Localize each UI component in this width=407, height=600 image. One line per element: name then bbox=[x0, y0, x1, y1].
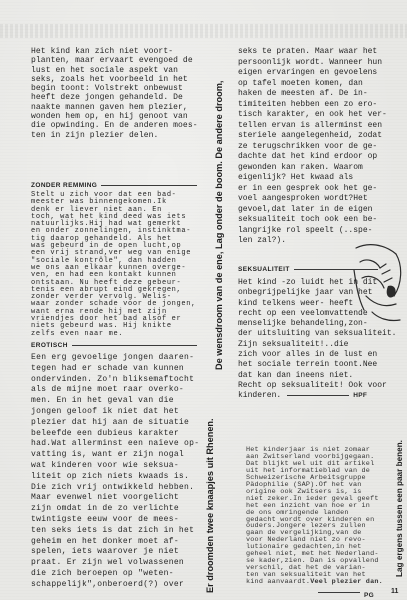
vertical-poem-verse-1: Er droomden twee knaapjes uit Rhenen. bbox=[205, 418, 215, 593]
section-heading-erotisch bbox=[31, 342, 197, 349]
section-heading-label: ZONDER REMMING bbox=[31, 182, 98, 189]
editorial-note-closing: Veel plezier dan. bbox=[310, 578, 383, 587]
section-text-seksualiteit bbox=[238, 278, 396, 402]
editor-signature-pg: PG bbox=[364, 592, 374, 599]
heading-rule bbox=[72, 345, 197, 346]
section-heading-zonder-remming bbox=[31, 182, 197, 189]
section-text-zonder-remming: Stelt u zich voor dat een bad- meester was binnengekomen.Ik denk er liever niet aan. En toch, wat het kind deed was iets natuurlijks.Hij had wat gemerkt en onder zonnelingen, instinktma- tig daarop gehandeld. Als het was gebeurd in de open lucht,op een vrij strand,ver weg van enige "sociale kontrôle", dan hadden we ons aan elkaar kunnen overge- ven, en had een kontakt kunnen ontstaan. Nu heeft deze gebeur- tenis een abrupt eind gekregen, zonder verder vervolg. Welis- waar zonder schade voor de jongen, want erna rende hij met zijn vriendjes door het bad alsof er niets gebeurd was. Hij knikte zelfs even naar me. bbox=[31, 191, 196, 338]
section-body: Het kind -zo luidt het in dit onbegrijpelijke jaar van het kind telkens weer- heeft recht op een veelomvattende menselijke behandeling,zon- der uitsluiting van seksualiteit. Zijn seksualiteit!..die zich voor alles in de lust en het sociale terrein toont.Nee dat kan dan ineens niet. Recht op seksualiteit! Ook voor kinderen. bbox=[238, 278, 397, 401]
heading-rule bbox=[294, 269, 378, 270]
vertical-poem-verse-3: Lag ergens tussen een paar benen. bbox=[395, 440, 404, 577]
vertical-poem-verse-2: De wensdroom van de ene, Lag onder de boom. De andere droom, bbox=[214, 80, 224, 370]
editorial-note-body: Het kinderjaar is niet zomaar aan Zwitserland voorbijgegaan. Dat blijkt wel uit dit artikel uit het informatieblad van de Schweizerische Arbeitsgruppe Pädophilie (SAP).Of het van origine ook Zwitsers is, is niet zeker.In ieder geval geeft het een inzicht van hoe er in de ons omringende landen gedacht wordt over kinderen en ouders.Jongere lezers zullen gaan de vergelijking,van de voor Nederland niet zo revo- lutionaire gedachten,in het geheel niet, met het Nederland- se kader,zien. Dan is opvallend verschil, dat het de varian- ten van seksualiteit van het kind aanvaardt. bbox=[246, 446, 379, 587]
editorial-note bbox=[246, 447, 383, 586]
article-intro-text: Het kind kan zich niet voort- planten, maar ervaart evengoed de lust en het sociale aspekt van seks, zoals het voorbeeld in het begin toont: Volstrekt onbewust heeft deze jongen gehandeld. De naakte mannen gaven hem plezier, wonden hem op, en hij genoot van die opwinding. En de anderen moes- ten in zijn plezier delen. bbox=[31, 47, 198, 140]
section-text-erotisch: Een erg gevoelige jongen daaren- tegen had er schade van kunnen ondervinden. Zo'n bliksemaftocht als de mijne moet raar overko- men. En in het geval van die jongen geloof ik niet dat het plezier dat hij aan de situatie beleefde een dubieus karakter had.Wat allerminst een naïeve op- vatting is, want er zijn nogal wat kinderen voor wie seksua- liteit op zich niets kwaads is. Die zich vrij ontwikkeld hebben. Maar evenwel niet voorgelicht zijn omdat in de zo verlichte twintigste eeuw voor de mees- ten seks iets is dat zich in het geheim en het donker moet af- spelen, iets waarover je niet praat. Er zijn wel volwassenen die zich beroepen op "weten- schappelijk",onberoerd(?) over bbox=[31, 353, 200, 589]
article-continued-text: seks te praten. Maar waar het persoonlijk wordt. Wanneer hun eigen ervaringen en gevoelens op tafel moeten komen, dan haken de meesten af. De in- timiteiten hebben een zo ero- tisch karakter, en ook het ver- tellen ervan is allerminst een steriele aangelegenheid, zodat ze terugschrikken voor de ge- dachte dat het kind erdoor op gewonden kan raken. Waarom eigenlijk? Het kwaad als er in een gesprek ook het ge- voel aangesproken wordt?Het gevoel,dat later in de eigen seksualiteit toch ook een be- langrijke rol speelt (..spe- len zal?). bbox=[238, 47, 387, 245]
editor-signature-row bbox=[318, 589, 374, 600]
section-heading-label: SEKSUALITEIT bbox=[238, 266, 290, 273]
heading-rule bbox=[101, 185, 197, 186]
section-heading-label: EROTISCH bbox=[31, 342, 68, 349]
signature-rule bbox=[318, 592, 360, 593]
author-signature-hpf: HPF bbox=[353, 392, 368, 400]
page-number: 11 bbox=[391, 588, 399, 595]
scan-bleed-through bbox=[0, 24, 407, 38]
section-heading-seksualiteit bbox=[238, 266, 378, 273]
signature-rule bbox=[287, 395, 349, 396]
